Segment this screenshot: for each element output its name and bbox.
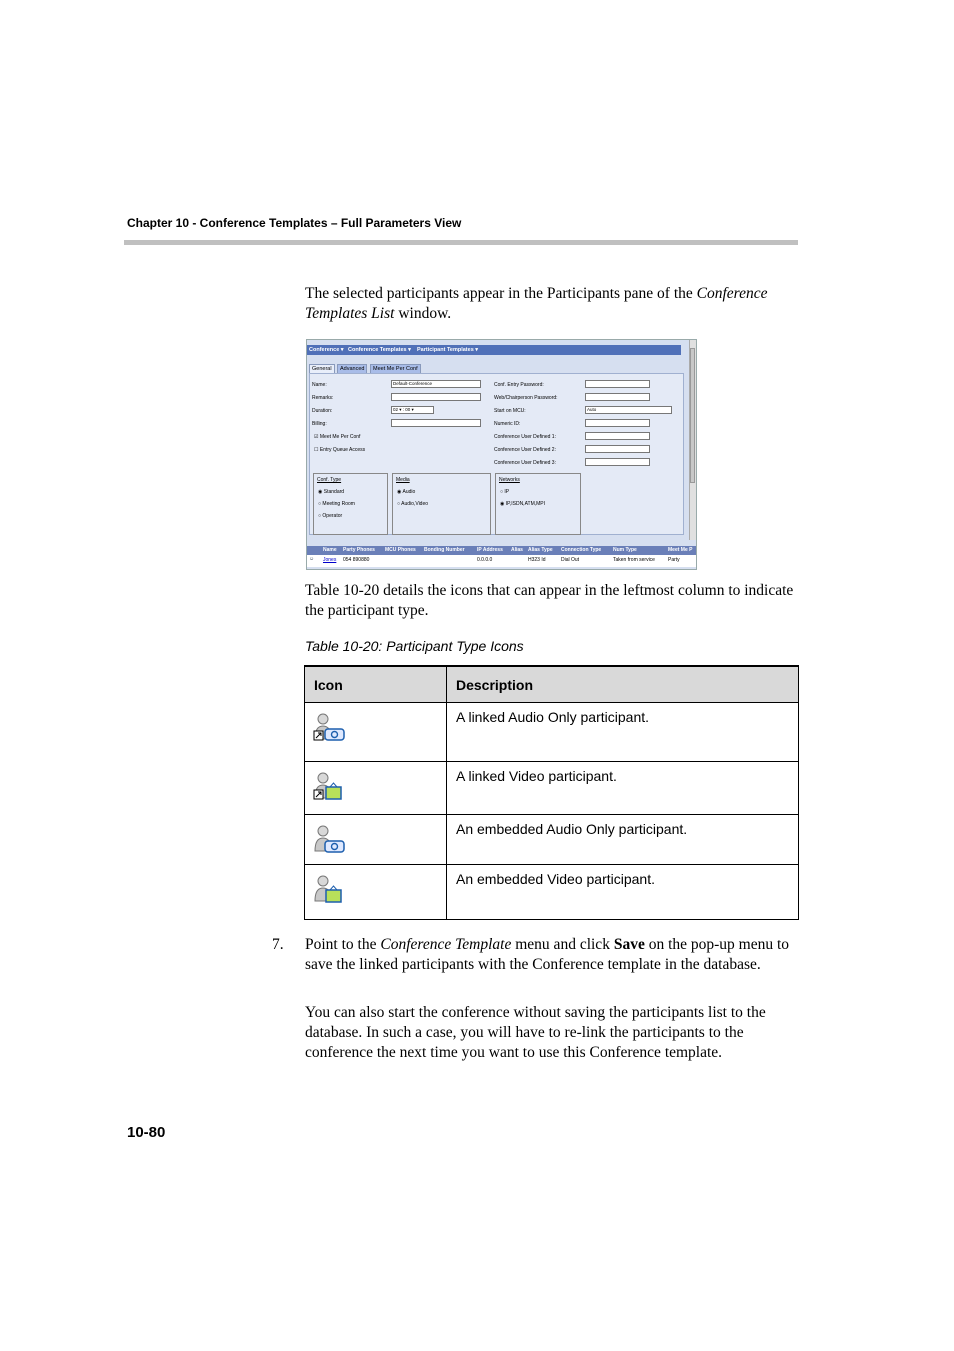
s-input-duration[interactable]: 02 ▾ : 00 ▾ — [391, 406, 434, 414]
s-checkbox-entry-queue[interactable]: ☐ Entry Queue Access — [314, 447, 366, 453]
screenshot-participants-header — [307, 546, 697, 555]
s-radio-ip-isdn[interactable]: ◉ IP,ISDN,ATM,MPI — [500, 501, 546, 507]
s-group-media — [392, 473, 491, 535]
s-col-bonding[interactable]: Bonding Number — [424, 547, 465, 553]
embedded-audio-participant-icon — [313, 825, 347, 855]
table-row — [305, 815, 799, 865]
s-label-start-mcu: Start on MCU: — [494, 408, 526, 414]
s-radio-ip[interactable]: ○ IP — [500, 489, 510, 495]
table-cell-description: An embedded Audio Only participant. — [447, 815, 799, 865]
s-radio-audio[interactable]: ◉ Audio — [397, 489, 416, 495]
s-label-duration: Duration: — [312, 408, 333, 414]
s-checkbox-meet-me[interactable]: ☑ Meet Me Per Conf — [314, 434, 361, 440]
header-rule — [124, 240, 798, 245]
screenshot-menu-conference[interactable]: Conference ▾ — [309, 347, 344, 353]
s-col-mcu-phones[interactable]: MCU Phones — [385, 547, 416, 553]
s-checkbox-meet-me-label: Meet Me Per Conf — [319, 434, 361, 440]
table-row — [305, 865, 799, 920]
s-label-entry-password: Conf. Entry Password: — [494, 382, 544, 388]
s-group-conf-type-title: Conf. Type — [317, 477, 342, 483]
screenshot-tab-general[interactable]: General — [309, 364, 335, 373]
participant-icons-table — [304, 665, 799, 920]
screenshot-scrollbar[interactable] — [689, 340, 696, 540]
s-cell-meet-me: Party — [668, 557, 680, 563]
page-number: 10-80 — [127, 1124, 166, 1141]
screenshot-general-panel — [309, 373, 684, 535]
s-label-billing: Billing: — [312, 421, 327, 427]
s-col-ip[interactable]: IP Address — [477, 547, 503, 553]
s-select-start-mcu[interactable]: Auto — [585, 406, 672, 414]
step-text-a: Point to the — [305, 936, 381, 953]
s-input-entry-password[interactable] — [585, 380, 650, 388]
table-caption: Table 10-20: Participant Type Icons — [305, 638, 524, 654]
s-group-conf-type — [313, 473, 388, 535]
table-cell-icon — [305, 815, 447, 865]
s-radio-meeting-room-label: Meeting Room — [322, 501, 355, 507]
s-input-name[interactable]: Default-Conference — [391, 380, 481, 388]
screenshot-menu-participant-templates[interactable]: Participant Templates ▾ — [417, 347, 479, 353]
step-text-b: menu and click — [511, 936, 614, 953]
intro-paragraph — [305, 284, 795, 324]
table-header-icon: Icon — [305, 666, 447, 703]
s-radio-operator[interactable]: ○ Operator — [318, 513, 343, 519]
s-radio-audio-video[interactable]: ○ Audio,Video — [397, 501, 429, 507]
s-col-connection-type[interactable]: Connection Type — [561, 547, 602, 553]
s-input-chair-password[interactable] — [585, 393, 650, 401]
table-cell-icon — [305, 762, 447, 815]
screenshot-menu-conference-templates[interactable]: Conference Templates ▾ — [348, 347, 411, 353]
table-row — [305, 703, 799, 762]
chapter-header: Chapter 10 - Conference Templates – Full Parameters View — [127, 216, 462, 230]
step-7-text — [305, 935, 797, 975]
s-radio-ip-label: IP — [504, 489, 510, 495]
s-input-billing[interactable] — [391, 419, 481, 427]
s-radio-standard-label: Standard — [323, 489, 345, 495]
s-label-chair-password: Web/Chairperson Password: — [494, 395, 558, 401]
s-group-networks — [495, 473, 581, 535]
linked-video-participant-icon — [313, 772, 347, 802]
s-label-remarks: Remarks: — [312, 395, 334, 401]
s-radio-operator-label: Operator — [322, 513, 343, 519]
table-intro-paragraph: Table 10-20 details the icons that can appear in the leftmost column to indicate the participant type. — [305, 582, 794, 619]
s-input-user-defined-3[interactable] — [585, 458, 650, 466]
s-label-user-defined-1: Conference User Defined 1: — [494, 434, 556, 440]
s-cell-alias-type: H323 Id — [528, 557, 546, 563]
s-input-user-defined-2[interactable] — [585, 445, 650, 453]
screenshot-tab-meet-me[interactable]: Meet Me Per Conf — [370, 364, 421, 373]
screenshot-tab-advanced[interactable]: Advanced — [337, 364, 367, 373]
s-input-numeric-id[interactable] — [585, 419, 650, 427]
table-cell-description: A linked Video participant. — [447, 762, 799, 815]
table-cell-icon — [305, 703, 447, 762]
step-text-bold: Save — [613, 936, 645, 953]
linked-audio-participant-icon — [313, 713, 347, 745]
screenshot-scroll-thumb[interactable] — [690, 348, 695, 483]
step-number: 7. — [272, 936, 284, 953]
s-group-media-title: Media — [396, 477, 410, 483]
s-checkbox-entry-queue-label: Entry Queue Access — [319, 447, 366, 453]
s-label-user-defined-3: Conference User Defined 3: — [494, 460, 556, 466]
s-col-name[interactable]: Name — [323, 547, 337, 553]
s-radio-ip-isdn-label: IP,ISDN,ATM,MPI — [505, 501, 546, 507]
s-radio-audio-label: Audio — [402, 489, 416, 495]
s-input-user-defined-1[interactable] — [585, 432, 650, 440]
s-radio-meeting-room[interactable]: ○ Meeting Room — [318, 501, 355, 507]
table-row — [305, 762, 799, 815]
s-col-num-type[interactable]: Num Type — [613, 547, 637, 553]
s-cell-ip: 0.0.0.0 — [477, 557, 493, 563]
screenshot-participant-row[interactable] — [307, 555, 697, 567]
s-group-networks-title: Networks — [499, 477, 520, 483]
s-col-meet-me[interactable]: Meet Me P — [668, 547, 693, 553]
s-cell-num-type: Taken from service — [613, 557, 655, 563]
screenshot-menubar — [307, 345, 681, 355]
table-cell-description: An embedded Video participant. — [447, 865, 799, 920]
followup-paragraph: You can also start the conference without saving the participants list to the database. In such a case, you will have to re-link the participants to the conference the next time you want to use this Conference template. — [305, 1004, 766, 1061]
table-header-description: Description — [447, 666, 799, 703]
s-radio-standard[interactable]: ◉ Standard — [318, 489, 345, 495]
step-text-italic: Conference Template — [380, 936, 512, 953]
intro-text: The selected participants appear in the Participants pane of the — [305, 285, 697, 302]
conference-template-screenshot — [306, 339, 697, 570]
s-label-name: Name: — [312, 382, 327, 388]
intro-italic: Conference Templates List — [305, 285, 768, 322]
s-col-alias[interactable]: Alias — [511, 547, 523, 553]
s-col-party-phones[interactable]: Party Phones — [343, 547, 375, 553]
table-header-row — [305, 666, 799, 703]
s-cell-connection-type: Dial Out — [561, 557, 580, 563]
s-cell-name[interactable]: Jones — [323, 557, 337, 563]
table-cell-description: A linked Audio Only participant. — [447, 703, 799, 762]
s-cell-party-phones: 054 890880 — [343, 557, 370, 563]
embedded-video-participant-icon — [313, 875, 347, 905]
step-text-c: on the pop-up menu to save the linked participants with the Conference template in the database. — [305, 936, 790, 973]
intro-text-end: window. — [394, 305, 452, 322]
s-input-remarks[interactable] — [391, 393, 481, 401]
s-label-numeric-id: Numeric ID: — [494, 421, 521, 427]
s-radio-audio-video-label: Audio,Video — [401, 501, 429, 507]
s-label-user-defined-2: Conference User Defined 2: — [494, 447, 556, 453]
table-cell-icon — [305, 865, 447, 920]
s-col-alias-type[interactable]: Alias Type — [528, 547, 553, 553]
s-participant-icon: ☺ — [309, 556, 315, 562]
